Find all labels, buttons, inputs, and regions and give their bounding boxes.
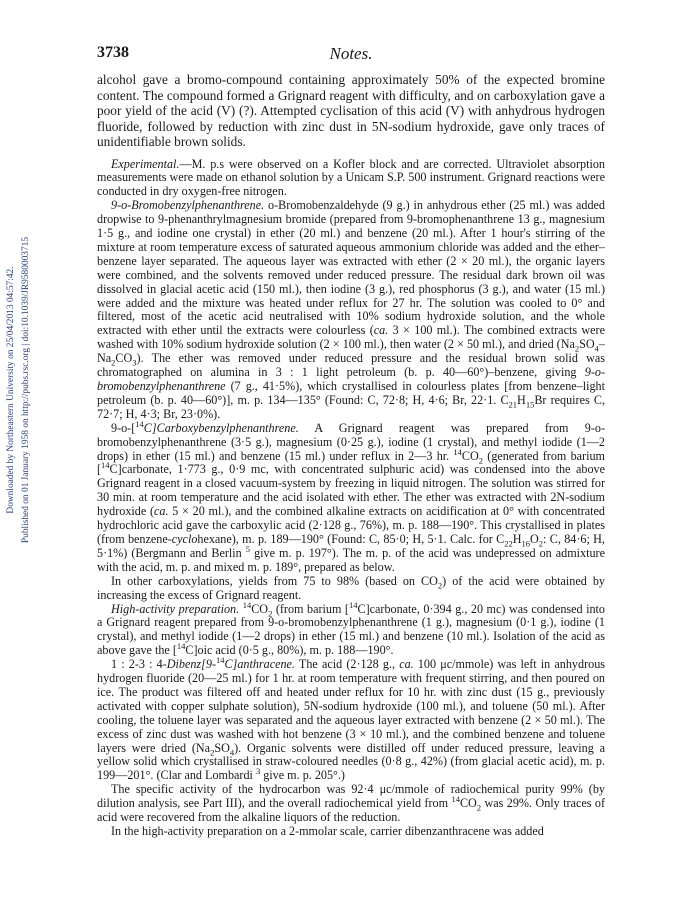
paragraph-high-activity: High-activity preparation. $^{14}CO_2$ (from barium [$^{14}$C]carbonate, 0·394 g., 20 mc) was condensed into a Grignard reagent prepared from 9-o-bromobenzylphenanthrene (1 g.), magnesium (0·1 g.), iodine (1 crystal), and methyl iodide (1—2 drops) in ether (15 ml.) and benzene (10 ml.). Isolation of the acid as above gave the [$^{14}$C]oic acid (0·5 g., 80%), m. p. 188—190°. [97, 599, 605, 658]
download-sidebar [4, 140, 38, 640]
paragraph-bromobenzyl: 9-o-Bromobenzylphenanthrene. o-Bromobenzaldehyde (9 g.) in anhydrous ether (25 ml.) was added dropwise to 9-phenanthrylmagnesium bromide (prepared from 9-bromophenanthrene 13 g., magnesium 1·5 g., and iodine one crystal) in ether (20 ml.) and benzene (20 ml.). After 1 hour's stirring of the mixture at room temperature excess of saturated aqueous ammonium chloride was added and the ether–benzene layer separated. The aqueous layer was extracted with ether (2 × 20 ml.), the organic layers were combined, and the solvents removed under reduced pressure. The residual dark brown oil was dissolved in glacial acetic acid (150 ml.), then iodine (3 g.), red phosphorus (3 g.), and water (15 ml.) were added and the mixture was heated under reflux for 27 hr. The solution was cooled to 0° and filtered, most of the acetic acid neutralised with 10% sodium hydroxide solution, and the whole extracted with ether until the extracts were colourless (ca. 3 × 100 ml.). The combined extracts were washed with 10% sodium hydroxide solution (2 × 100 ml.), then water (2 × 50 ml.), and dried $(Na_2SO_4-Na_2CO_3)$. The ether was removed under reduced pressure and the residual brown solid was chromatographed on alumina in 3 : 1 light petroleum (b. p. 40—60°)–benzene, giving 9-o-bromobenzylphenanthrene (7 g., 41·5%), which crystallised in colourless plates [from benzene–light petroleum (b. p. 40—60°)], m. p. 134—135° (Found: C, 72·8; H, 4·6; Br, 22·1. $C_{21}H_{15}Br$ requires C, 72·7; H, 4·3; Br, 23·0%). [97, 198, 605, 421]
paragraph-intro: alcohol gave a bromo-compound containing approximately 50% of the expected bromine content. The compound formed a Grignard reagent with difficulty, and on carboxylation gave a poor yield of the acid (V) (?). Attempted cyclisation of this acid (V) with anhydrous hydrogen fluoride, followed by reduction with zinc dust in 5N-sodium hydroxide, gave only traces of unidentifiable brown solids. [97, 72, 605, 149]
downloaded-notice: Downloaded by Northeastern University on 25/04/2013 04:57:42. [6, 266, 16, 514]
paragraph-carboxybenzyl: 9-o-[$^{14}$C]Carboxybenzylphenanthrene. A Grignard reagent was prepared from 9-o-bromobenzylphenanthrene (3·5 g.), magnesium (0·25 g.), iodine (1 crystal), and methyl iodide (1—2 drops) in ether (15 ml.) and benzene (15 ml.) under reflux in 2—3 hr. $^{14}CO_2$ (generated from barium [$^{14}$C]carbonate, 1·773 g., 0·9 mc, with concentrated sulphuric acid) was condensed into the above Grignard reagent in a closed vacuum-system by freezing in liquid nitrogen. The solution was stirred for 30 min. at room temperature and the acid isolated with ether. The ether was extracted with 2N-sodium hydroxide (ca. 5 × 20 ml.), and the combined alkaline extracts on acidification at 0° with concentrated hydrochloric acid gave the carboxylic acid (2·128 g., 76%), m. p. 188—190°. This crystallised in plates (from benzene-cyclohexane), m. p. 189—190° (Found: C, 85·0; H, 5·1. Calc. for $C_{22}H_{16}O_2$: C, 84·6; H, 5·1%) (Bergmann and Berlin $^5$ give m. p. 197°). The m. p. of the acid was undepressed on admixture with the acid, m. p. and mixed m. p. 189°, prepared as below. [97, 418, 605, 574]
page-number: 3738 [97, 44, 129, 61]
paragraph-dibenzanthracene: 1 : 2-3 : 4-Dibenz[9-$^{14}$C]anthracene. The acid (2·128 g., ca. 100 μc/mmole) was left in anhydrous hydrogen fluoride (20—25 ml.) for 1 hr. at room temperature with frequent stirring, and then poured on ice. The product was filtered off and heated under reflux for 10 hr. with zinc dust (15 g., previously activated with copper sulphate solution), 5N-sodium hydroxide (100 ml.), and toluene (50 ml.). After cooling, the toluene layer was separated and the aqueous layer extracted with benzene (2 × 50 ml.). The excess of zinc dust was washed with hot benzene (3 × 10 ml.), and the combined benzene and toluene layers were dried $(Na_2SO_4)$. Organic solvents were distilled off under reduced pressure, leaving a yellow solid which crystallised in straw-coloured needles (0·8 g., 42%) (from glacial acetic acid), m. p. 199—201°. (Clar and Lombardi $^3$ give m. p. 205°.) [97, 655, 605, 783]
published-notice: Published on 01 January 1958 on http://pubs.rsc.org | doi:10.1039/JR9580003715 [21, 236, 31, 544]
paragraph-carrier: In the high-activity preparation on a 2-mmolar scale, carrier dibenzanthracene was added [111, 824, 544, 838]
article-body [97, 72, 605, 839]
paragraph-experimental: Experimental.—M. p.s were observed on a Kofler block and are corrected. Ultraviolet absorption measurements were made on ethanol solution by a Unicam S.P. 500 instrument. Grignard reactions were conducted in dry oxygen-free nitrogen. [97, 156, 605, 199]
page-header [97, 44, 605, 66]
paragraph-other-carboxylations: In other carboxylations, yields from 75 to 98% (based on $CO_2$) of the acid were obtained by increasing the excess of Grignard reagent. [97, 573, 605, 602]
paragraph-specific-activity: The specific activity of the hydrocarbon was 92·4 μc/mmole of radiochemical purity 99% (by dilution analysis, see Part III), and the overall radiochemical yield from $^{14}CO_2$ was 29%. Only traces of acid were recovered from the alkaline liquors of the reduction. [97, 782, 605, 825]
running-title: Notes. [329, 44, 373, 63]
